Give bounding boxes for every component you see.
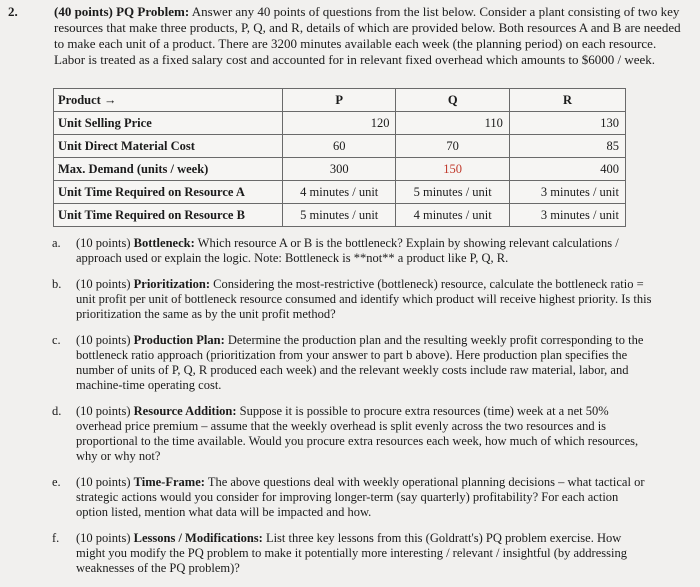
table-header-q: Q [396, 89, 509, 112]
sub-question-title: Bottleneck: [133, 236, 195, 250]
sub-question-text: List three key lessons from this (Goldratt's) PQ problem exercise. How might you modify the PQ problem to make it potentially more interesting / relevant / insightful (by addressing weaknesses of the PQ problem)? [76, 531, 627, 575]
sub-question-letter: e. [52, 475, 61, 489]
sub-question-list [52, 236, 652, 587]
sub-question-f [52, 531, 652, 576]
sub-question-text: Which resource A or B is the bottleneck? Explain by showing relevant calculations / approach used or explain the logic. Note: Bottleneck is **not** a product like P, Q, R. [76, 236, 619, 265]
sub-question-d [52, 404, 652, 464]
sub-question-title: Prioritization: [133, 277, 211, 291]
table-row [54, 158, 626, 181]
table-cell: 120 [283, 112, 396, 135]
table-cell: 4 minutes / unit [396, 204, 509, 227]
sub-question-text: Considering the most-restrictive (bottleneck) resource, calculate the bottleneck ratio = unit profit per unit of bottleneck resource consumed and identify which product will receive highest priority. Is this prioritization the same as by the unit profit method? [76, 277, 652, 321]
table-cell: 130 [509, 112, 625, 135]
table-row [54, 112, 626, 135]
row-label: Unit Selling Price [54, 112, 283, 135]
table-cell: 400 [509, 158, 625, 181]
table-header-p: P [283, 89, 396, 112]
table-row [54, 181, 626, 204]
sub-question-text: The above questions deal with weekly operational planning decisions – what tactical or strategic actions would you consider for improving longer-term (say quarterly) profitability? For each action option listed, mention what data will be impacted and how. [76, 475, 645, 519]
sub-question-points: (10 points) [76, 333, 131, 347]
question-intro [4, 4, 690, 68]
table-cell: 5 minutes / unit [283, 204, 396, 227]
table-cell: 3 minutes / unit [509, 181, 625, 204]
sub-question-c [52, 333, 652, 393]
sub-question-b [52, 277, 652, 322]
sub-question-text: Determine the production plan and the resulting weekly profit corresponding to the bottleneck ratio approach (prioritization from your answer to part b above). Here production plan specifies the number of units of P, Q, R produced each week) and the relevant weekly costs include raw material, labor, and machine-time operating cost. [76, 333, 644, 392]
sub-question-letter: b. [52, 277, 62, 291]
row-label: Unit Time Required on Resource B [54, 204, 283, 227]
table-cell: 60 [283, 135, 396, 158]
sub-question-letter: a. [52, 236, 61, 250]
table-cell: 5 minutes / unit [396, 181, 509, 204]
table-header-r: R [509, 89, 625, 112]
question-text: Answer any 40 points of questions from the list below. Consider a plant consisting of two key resources that make three products, P, Q, and R, details of which are provided below. Both resources A and B are needed to make each unit of a product. There are 3200 minutes available each week (the planning period) on each resource. Labor is treated as a fixed salary cost and accounted for in relevant fixed overhead which amounts to $6000 / week. [54, 4, 681, 67]
sub-question-title: Resource Addition: [133, 404, 237, 418]
sub-question-title: Lessons / Modifications: [133, 531, 263, 545]
sub-question-text: Suppose it is possible to procure extra resources (time) week at a net 50% overhead price premium – assume that the weekly overhead is split evenly across the two resources and is proportional to the time available. Would you procure extra resources each week, how much of which resources, why or why not? [76, 404, 639, 463]
sub-question-points: (10 points) [76, 236, 131, 250]
sub-question-points: (10 points) [76, 475, 131, 489]
sub-question-letter: c. [52, 333, 61, 347]
table-row [54, 204, 626, 227]
sub-question-letter: f. [52, 531, 60, 545]
sub-question-points: (10 points) [76, 277, 131, 291]
table-cell: 300 [283, 158, 396, 181]
table-header-row [54, 89, 626, 112]
table-cell: 3 minutes / unit [509, 204, 625, 227]
sub-question-a [52, 236, 652, 266]
table-cell: 70 [396, 135, 509, 158]
sub-question-title: Production Plan: [133, 333, 225, 347]
table-cell: 110 [396, 112, 509, 135]
question-number: 2. [8, 4, 18, 19]
product-table [53, 88, 626, 227]
table-cell: 4 minutes / unit [283, 181, 396, 204]
row-label: Unit Time Required on Resource A [54, 181, 283, 204]
sub-question-letter: d. [52, 404, 62, 418]
row-label: Max. Demand (units / week) [54, 158, 283, 181]
table-cell: 85 [509, 135, 625, 158]
sub-question-title: Time-Frame: [133, 475, 205, 489]
table-cell-highlight: 150 [396, 158, 509, 181]
table-row [54, 135, 626, 158]
sub-question-points: (10 points) [76, 531, 131, 545]
question-heading: (40 points) PQ Problem: [54, 4, 190, 19]
row-label: Unit Direct Material Cost [54, 135, 283, 158]
table-header-product: Product → [54, 89, 283, 112]
sub-question-points: (10 points) [76, 404, 131, 418]
sub-question-e [52, 475, 652, 520]
